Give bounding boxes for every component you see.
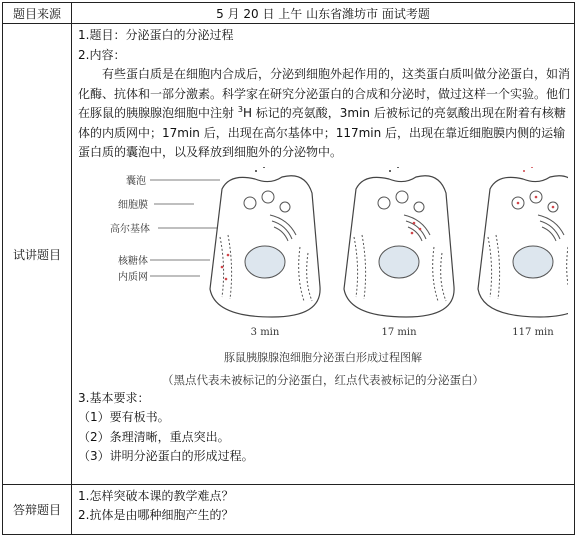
requirements-heading: 3.基本要求： [78,390,150,405]
cell-17min [344,167,454,338]
lecture-label: 试讲题目 [3,24,72,485]
source-label: 题目来源 [3,3,72,24]
defense-label: 答辩题目 [3,485,72,535]
defense-question-2: 2.抗体是由哪种细胞产生的？ [78,508,234,522]
topic-line: 1.题目：分泌蛋白的分泌过程 [78,28,234,42]
defense-question-1: 1.怎样突破本课的教学难点？ [78,489,234,503]
figure-caption-title: 豚鼠胰腺腺泡细胞分泌蛋白形成过程图解 [224,350,422,364]
label-golgi: 高尔基体 [110,223,150,235]
time-117min: 117 min [512,326,554,338]
content-heading: 2.内容： [78,47,126,62]
lecture-content [72,24,575,485]
defense-content [72,485,575,535]
requirement-3: （3）讲明分泌蛋白的形成过程。 [78,449,254,463]
requirement-2: （2）条理清晰，重点突出。 [78,429,230,444]
cell-3min [210,167,320,338]
figure-caption-note: （黑点代表未被标记的分泌蛋白，红点代表被标记的分泌蛋白） [162,372,484,387]
label-ribosome: 核糖体 [118,255,148,267]
label-membrane: 细胞膜 [118,199,148,211]
time-3min: 3 min [250,326,280,338]
exam-sheet-table [2,2,575,535]
paragraph-part-a: 有些蛋白质是在细胞内合成后，分泌到细胞外起作用的，这类蛋白质叫做分泌蛋白，如消化酶、抗体和一部分激素。科学家在研究分泌蛋白的合成和分泌时，做过这样一个实验。他们在豚鼠的胰腺腺泡细胞中注射 [78,67,571,120]
cell-secretion-figure [78,167,568,372]
label-er: 内质网 [118,271,148,283]
isotope-superscript: 3 [237,105,243,114]
label-vesicle: 囊泡 [126,175,146,187]
requirement-1: （1）要有板书。 [78,410,170,424]
paragraph-part-b: H 标记的亮氨酸，3min 后被标记的亮氨酸出现在附着有核糖体的内质网中；17min 后，出现在高尔基体中；117min 后，出现在靠近细胞膜内侧的运输蛋白质的囊泡中，以及释放到细胞外的分泌物中。 [78,106,566,159]
time-17min: 17 min [381,326,417,338]
cell-117min [478,167,568,338]
cell-diagram-svg [78,167,568,372]
content-paragraph [78,65,570,163]
source-value: 5 月 20 日 上午 山东省潍坊市 面试考题 [72,3,575,24]
